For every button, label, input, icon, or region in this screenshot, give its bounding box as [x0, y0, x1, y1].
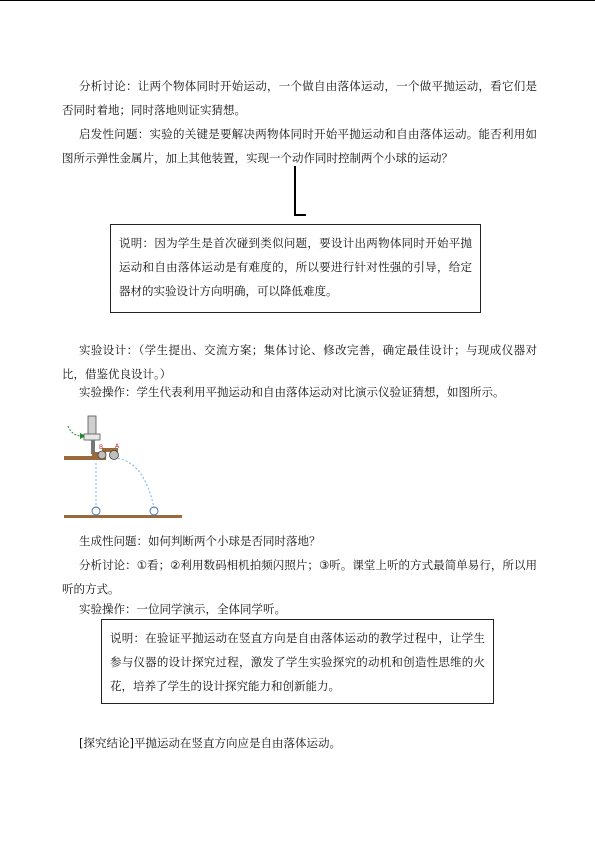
paragraph-analysis-discussion-2: 分析讨论：①看；②利用数码相机拍频闪照片；③听。课堂上听的方式最简单易行，所以用听的方式。	[62, 558, 537, 596]
metal-sheet-foot	[294, 214, 306, 216]
ground	[64, 515, 182, 518]
ball-a	[110, 451, 119, 460]
ball-b	[98, 451, 106, 459]
paragraph-heuristic-question: 启发性问题：实验的关键是要解决两物体同时开始平抛运动和自由落体运动。能否利用如图所示弹性金属片，加上其他装置，实现一个动作同时控制两个小球的运动？	[62, 127, 537, 165]
label-a: A	[115, 443, 120, 450]
note-box-2	[101, 619, 494, 704]
label-b: B	[99, 444, 104, 451]
elastic-metal-sheet-diagram	[294, 166, 306, 216]
landing-ball-a	[150, 507, 158, 515]
note-text-1: 说明：因为学生是首次碰到类似问题，要设计出两物体同时开始平抛运动和自由落体运动是有难度的，所以要进行针对性强的引导，给定器材的实验设计方向明确，可以降低难度。	[119, 236, 472, 298]
metal-sheet-vertical	[294, 166, 296, 216]
page-top-border	[0, 0, 595, 1]
projectile-trajectory	[114, 458, 154, 508]
note-box-1	[110, 224, 481, 313]
strike-arrow	[68, 426, 82, 436]
landing-ball-b	[92, 507, 100, 515]
hammer-head	[84, 434, 100, 440]
paragraph-experiment-operation: 实验操作：学生代表利用平抛运动和自由落体运动对比演示仪验证猜想，如图所示。	[79, 385, 505, 399]
paragraph-conclusion: [探究结论]平抛运动在竖直方向应是自由落体运动。	[79, 736, 341, 750]
paragraph-analysis-discussion: 分析讨论：让两个物体同时开始运动，一个做自由落体运动，一个做平抛运动，看它们是否同时着地；同时落地则证实猜想。	[62, 79, 537, 117]
projectile-demo-apparatus-figure	[62, 408, 184, 523]
paragraph-experiment-operation-2: 实验操作：一位同学演示，全体同学听。	[79, 602, 286, 616]
paragraph-experiment-design: 实验设计：（学生提出、交流方案；集体讨论、修改完善，确定最佳设计；与现成仪器对比，借鉴优良设计。）	[62, 343, 537, 381]
note-text-2: 说明：在验证平抛运动在竖直方向是自由落体运动的教学过程中，让学生参与仪器的设计探究过程，激发了学生实验探究的动机和创造性思维的火花，培养了学生的设计探究能力和创新能力。	[110, 631, 485, 693]
paragraph-generative-question: 生成性问题：如何判断两个小球是否同时落地？	[79, 534, 321, 548]
metal-sheet	[91, 440, 95, 454]
